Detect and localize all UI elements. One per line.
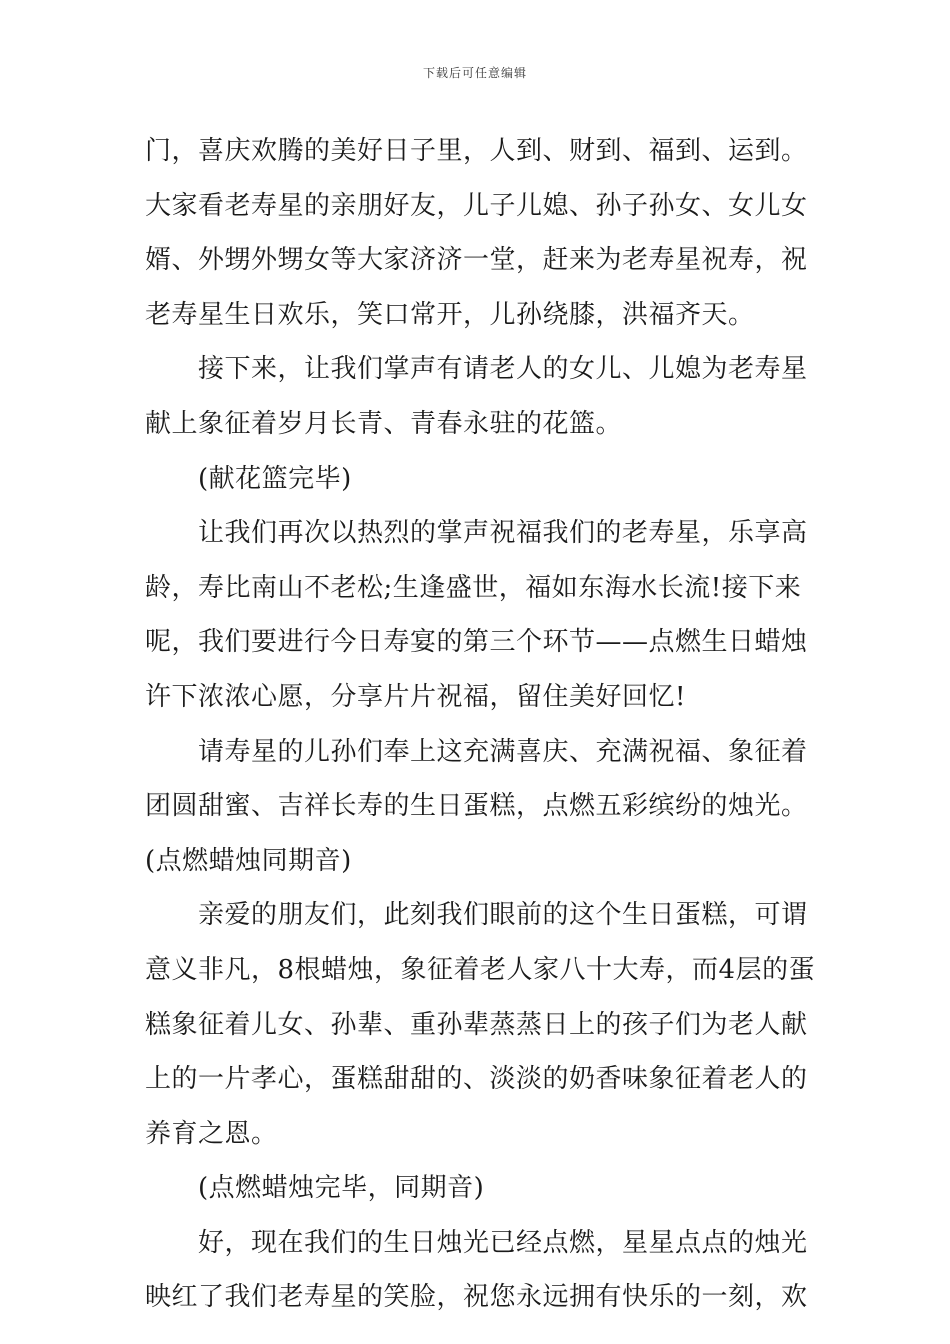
text-line: 亲爱的朋友们，此刻我们眼前的这个生日蛋糕，可谓 [198,900,808,931]
text-line: 婿、外甥外甥女等大家济济一堂，赶来为老寿星祝寿，祝 [145,245,808,276]
text-line: (点燃蜡烛完毕，同期音) [198,1173,485,1204]
text-line: 映红了我们老寿星的笑脸，祝您永远拥有快乐的一刻，欢 [145,1282,808,1313]
text-line: 门，喜庆欢腾的美好日子里，人到、财到、福到、运到。 [145,136,808,166]
text-line: 呢，我们要进行今日寿宴的第三个环节——点燃生日蜡烛 [145,627,808,658]
text-line: 养育之恩。 [145,1118,278,1149]
text-line: 接下来，让我们掌声有请老人的女儿、儿媳为老寿星 [198,354,808,385]
text-line: 上的一片孝心，蛋糕甜甜的、淡淡的奶香味象征着老人的 [145,1064,808,1095]
text-line: 龄，寿比南山不老松;生逢盛世，福如东海水长流!接下来 [145,572,802,603]
page-header-note: 下载后可任意编辑 [422,66,527,80]
text-line: 献上象征着岁月长青、青春永驻的花篮。 [145,408,623,439]
text-line: 糕象征着儿女、孙辈、重孙辈蒸蒸日上的孩子们为老人献 [145,1009,808,1040]
text-line: 大家看老寿星的亲朋好友，儿子儿媳、孙子孙女、女儿女 [145,190,808,221]
text-line: 让我们再次以热烈的掌声祝福我们的老寿星，乐享高 [198,518,808,549]
text-line: 请寿星的儿孙们奉上这充满喜庆、充满祝福、象征着 [198,736,808,767]
text-line: 好，现在我们的生日烛光已经点燃，星星点点的烛光 [198,1227,808,1258]
text-line: 老寿星生日欢乐，笑口常开，儿孙绕膝，洪福齐天。 [145,299,755,330]
text-line: 意义非凡，8根蜡烛，象征着老人家八十大寿，而4层的蛋 [145,954,816,985]
document-body [145,124,816,1325]
text-line: 团圆甜蜜、吉祥长寿的生日蛋糕，点燃五彩缤纷的烛光。 [145,791,808,822]
text-line: (献花篮完毕) [198,463,352,494]
text-line: 许下浓浓心愿，分享片片祝福，留住美好回忆! [145,681,686,712]
text-line: (点燃蜡烛同期音) [145,845,352,876]
